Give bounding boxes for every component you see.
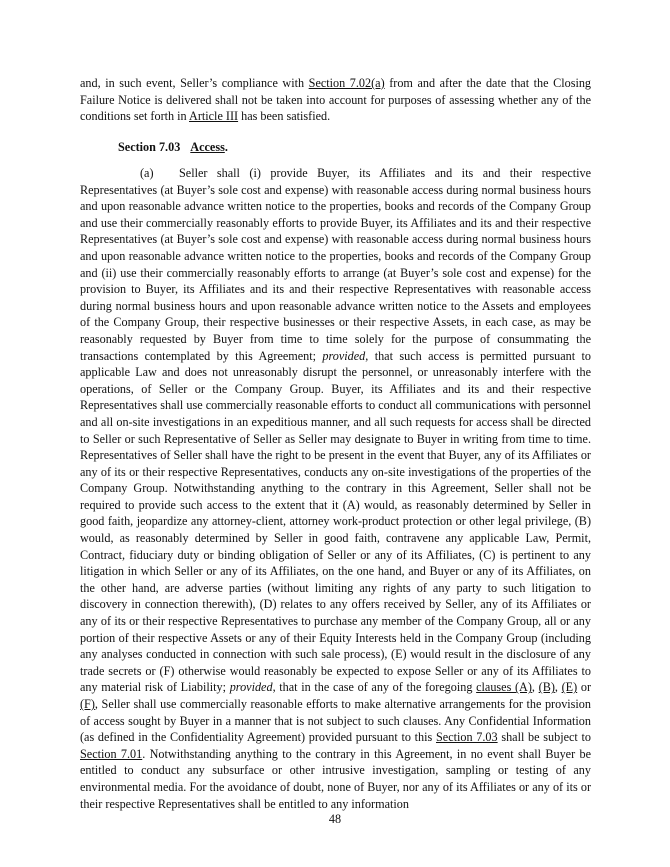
page-number: 48	[328, 812, 342, 826]
p2-text-2: , that such access is permitted pursuant to applicable Law and does not unreasonably disrupt the personnel, or unreasonably interfere with the operations, of Seller or the Company Group. Buyer, its Affiliates and its and their respective Representatives shall use commercially reasonable efforts to conduct all communications with personnel and all on-site investigations in an expeditious manner, and all such requests for access shall be directed to Seller or such Representative of Seller as Seller may designate to Buyer in writing from time to time. Representatives of Seller shall have the right to be present in the event that Buyer, any of its Affiliates or any of its or their respective Representatives, conducts any on-site investigations of the properties of the Company Group. Notwithstanding anything to the contrary in this Agreement, Seller shall not be required to provide such access to the extent that it (A) would, as reasonably determined by Seller in good faith, jeopardize any attorney-client, attorney work-product protection or other legal privilege, (B) would, as reasonably determined by Seller in good faith, contravene any applicable Law, Permit, Contract, fiduciary duty or binding obligation of Seller or any of its Affiliates, (C) is pertinent to any litigation in which Seller or any of its Affiliates, on the one hand, and Buyer or any of its Affiliates, on the other hand, are adverse parties (without limiting any rights of any party to such litigation to discovery in connection therewith), (D) relates to any offers received by Seller, any of its Affiliates or any of its or their respective Representatives to purchase any member of the Company Group, all or any portion of their respective Assets or any of their Equity Interests held in the Company Group (including any analyses conducted in connection with such sale process), (E) would result in the disclosure of any trade secrets or (F) otherwise would reasonably be expected to expose Seller or any of its Affiliates to any material risk of Liability;	[80, 348, 591, 695]
p1-text-3: has been satisfied.	[238, 109, 331, 124]
section-7-02a-reference: Section 7.02(a)	[308, 76, 385, 90]
section-title-period: .	[224, 140, 228, 154]
article-iii-reference: Article III	[189, 109, 239, 124]
p1-text-1: and, in such event, Seller’s compliance with	[80, 76, 309, 90]
section-title: Access	[190, 140, 225, 154]
clause-e-reference: (E)	[561, 680, 578, 695]
paragraph-closing-failure	[80, 75, 591, 125]
p1-text-2: from and after the date that the Closing Failure Notice is delivered shall not be taken into account for purposes of assessing whether any of the conditions set forth in	[80, 76, 592, 124]
p2-or: or	[577, 680, 591, 695]
provided-term-1: provided	[322, 348, 366, 363]
clause-a-reference: clauses (A)	[476, 680, 532, 695]
section-7-03-reference: Section 7.03	[436, 730, 498, 745]
provided-term-2: provided	[229, 680, 273, 695]
p2-text-3: , that in the case of any of the foregoing	[272, 680, 477, 695]
p2-text-1: Seller shall (i) provide Buyer, its Affiliates and its and their respective Representatives (at Buyer’s sole cost and expense) with reasonable access during normal business hours and upon reasonable advance written notice to the properties, books and records of the Company Group and use their commercially reasonably efforts to provide Buyer, its Affiliates and its and their respective Representatives (at Buyer’s sole cost and expense) with reasonable access during normal business hours and upon reasonable advance written notice to the properties, books and records of the Company Group and (ii) use their commercially reasonably efforts to arrange (at Buyer’s sole cost and expense) for the provision to Buyer, its Affiliates and its and their respective Representatives with reasonable access during normal business hours and upon reasonable advance written notice to the Assets and employees of the Company Group, their respective businesses or their respective Assets, in each case, as may be reasonably requested by Buyer from time to time solely for the purpose of consummating the transactions contemplated by this Agreement;	[80, 166, 591, 363]
section-number: Section 7.03	[118, 140, 181, 154]
clause-f-reference: (F)	[80, 697, 95, 711]
paragraph-access-a	[80, 165, 591, 812]
p2-comma-2: ,	[554, 680, 562, 695]
p2-text-4: , Seller shall use commercially reasonable efforts to make alternative arrangements for the provision of access sought by Buyer in a manner that is not subject to such clauses. Any Confidential Information (as defined in the Confidentiality Agreement) provided pursuant to this	[80, 697, 591, 745]
p2-text-6: . Notwithstanding anything to the contrary in this Agreement, in no event shall Buyer be entitled to conduct any subsurface or other intrusive investigation, sampling or testing of any environmental media. For the avoidance of doubt, none of Buyer, nor any of its Affiliates or any of its or their respective Representatives shall be entitled to any information	[80, 746, 591, 811]
p2-text-5: shall be subject to	[497, 730, 591, 745]
subsection-label: (a)	[140, 166, 154, 180]
section-heading	[118, 140, 228, 155]
p2-comma-1: ,	[531, 680, 539, 695]
section-7-01-reference: Section 7.01	[80, 746, 143, 761]
clause-b-reference: (B)	[538, 680, 555, 695]
